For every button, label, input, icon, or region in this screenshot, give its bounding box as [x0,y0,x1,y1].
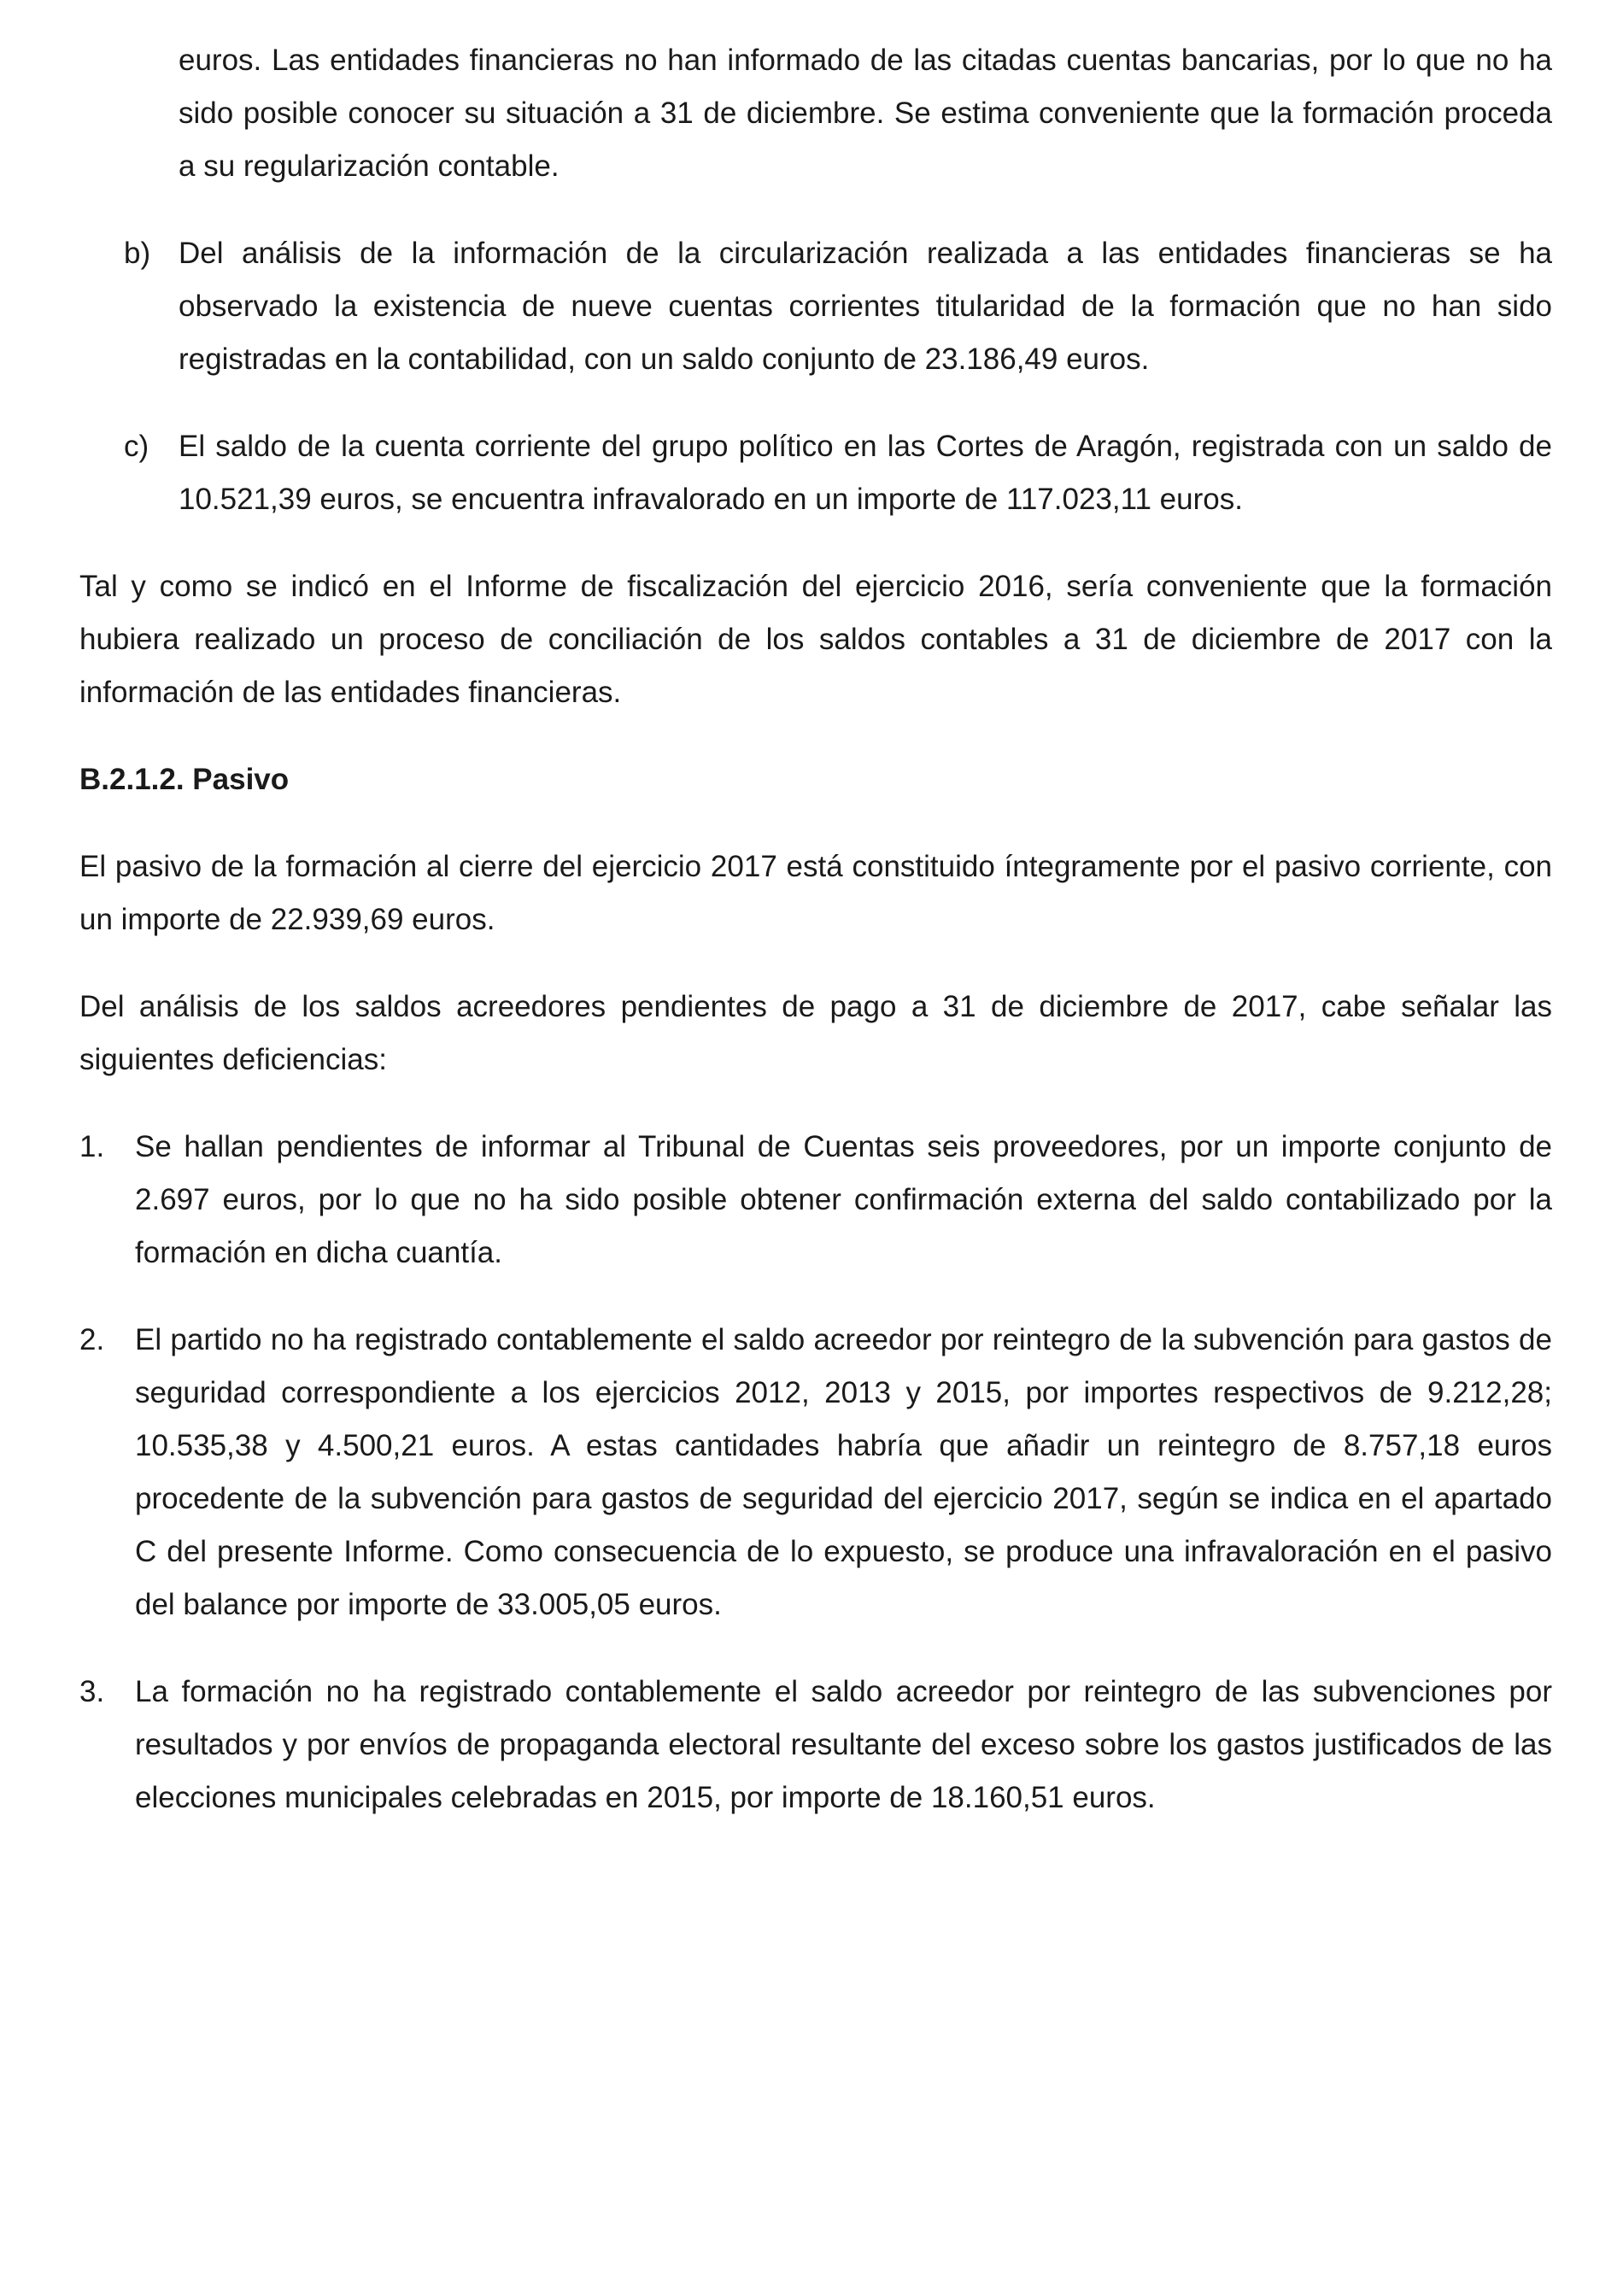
list-item-2-text: El partido no ha registrado contablemente el saldo acreedor por reintegro de la subvención para gastos de seguridad correspondiente a los ejercicios 2012, 2013 y 2015, por importes respectivos de 9.212,28; 10.535,38 y 4.500,21 euros. A estas cantidades habría que añadir un reintegro de 8.757,18 euros procedente de la subvención para gastos de seguridad del ejercicio 2017, según se indica en el apartado C del presente Informe. Como consecuencia de lo expuesto, se produce una infravaloración en el pasivo del balance por importe de 33.005,05 euros. [135,1323,1552,1621]
list-marker-b: b) [124,237,151,270]
paragraph-conciliation: Tal y como se indicó en el Informe de fiscalización del ejercicio 2016, sería conveniente que la formación hubiera realizado un proceso de conciliación de los saldos contables a 31 de diciembre de 2017 con la información de las entidades financieras. [79,570,1552,709]
list-item-3 [79,1666,1552,1824]
paragraph-pasivo-intro: El pasivo de la formación al cierre del ejercicio 2017 está constituido íntegramente por el pasivo corriente, con un importe de 22.939,69 euros. [79,850,1552,936]
list-marker-3: 3. [79,1675,105,1708]
list-marker-c: c) [124,430,149,463]
document-page [79,34,1552,1859]
paragraph-intro-continuation: euros. Las entidades financieras no han informado de las citadas cuentas bancarias, por lo que no ha sido posible conocer su situación a 31 de diciembre. Se estima conveniente que la formación proceda a su regularización contable. [179,44,1552,183]
list-item-c [79,420,1552,526]
list-marker-1: 1. [79,1130,105,1163]
list-item-1 [79,1121,1552,1280]
list-item-2 [79,1314,1552,1631]
paragraph-deficiencias-intro: Del análisis de los saldos acreedores pendientes de pago a 31 de diciembre de 2017, cabe señalar las siguientes deficiencias: [79,990,1552,1076]
list-item-b-text: Del análisis de la información de la circularización realizada a las entidades financieras se ha observado la existencia de nueve cuentas corrientes titularidad de la formación que no han sido registradas en la contabilidad, con un saldo conjunto de 23.186,49 euros. [179,237,1552,376]
list-item-c-text: El saldo de la cuenta corriente del grupo político en las Cortes de Aragón, registrada con un saldo de 10.521,39 euros, se encuentra infravalorado en un importe de 117.023,11 euros. [179,430,1552,516]
list-item-1-text: Se hallan pendientes de informar al Tribunal de Cuentas seis proveedores, por un importe conjunto de 2.697 euros, por lo que no ha sido posible obtener confirmación externa del saldo contabilizado por la formación en dicha cuantía. [135,1130,1552,1269]
list-item-b [79,227,1552,386]
list-marker-2: 2. [79,1323,105,1356]
list-item-3-text: La formación no ha registrado contablemente el saldo acreedor por reintegro de las subvenciones por resultados y por envíos de propaganda electoral resultante del exceso sobre los gastos justificados de las elecciones municipales celebradas en 2015, por importe de 18.160,51 euros. [135,1675,1552,1814]
section-heading-pasivo: B.2.1.2. Pasivo [79,763,290,796]
